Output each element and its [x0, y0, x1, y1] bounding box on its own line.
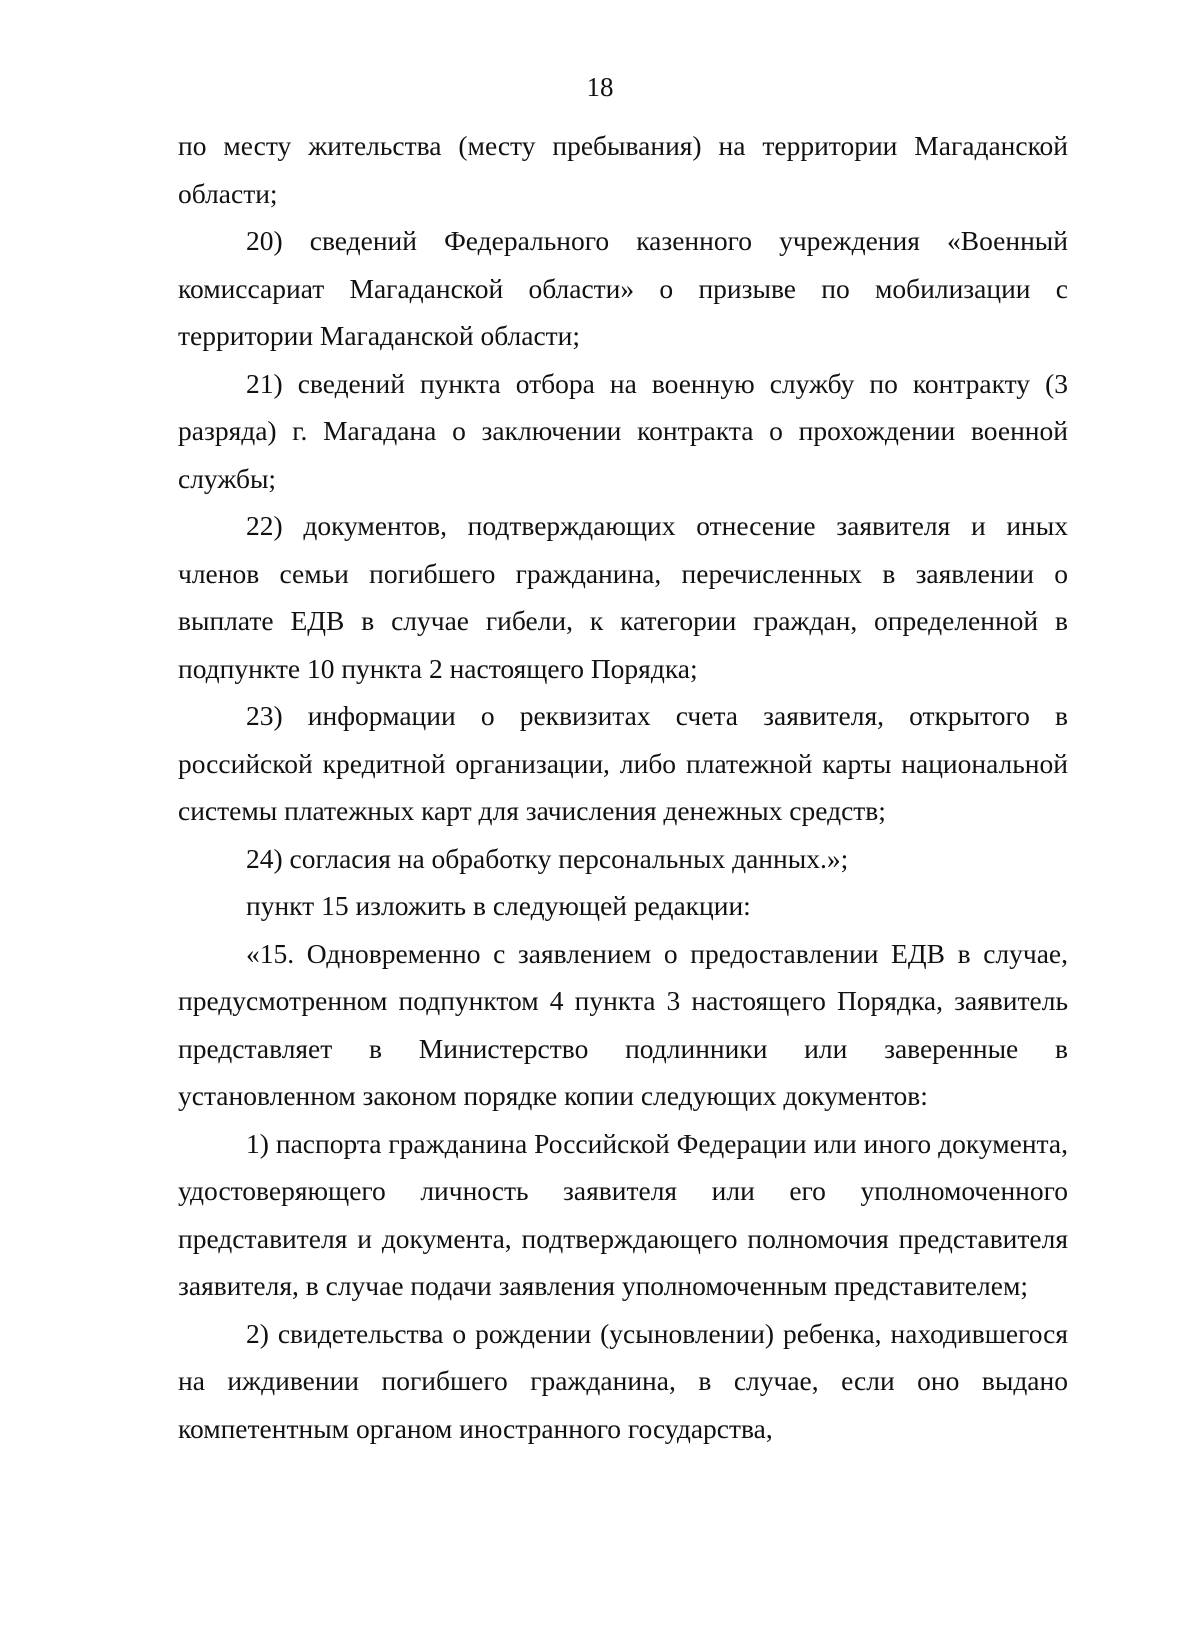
paragraph-clause-15-item-2: 2) свидетельства о рождении (усыновлении) ребенка, находившегося на иждивении погибшего гражданина, в случае, если оно выдано компетентным органом иностранного государства,	[178, 1317, 1068, 1444]
document-body	[178, 122, 1068, 1452]
paragraph-clause-15: «15. Одновременно с заявлением о предоставлении ЕДВ в случае, предусмотренном подпунктом 4 пункта 3 настоящего Порядка, заявитель представляет в Министерство подлинники или заверенные в установленном законом порядке копии следующих документов:	[178, 937, 1068, 1111]
paragraph-item-20: 20) сведений Федерального казенного учреждения «Военный комиссариат Магаданской области» о призыве по мобилизации с территории Магаданской области;	[178, 225, 1068, 351]
paragraph-clause-15-item-1: 1) паспорта гражданина Российской Федерации или иного документа, удостоверяющего личность заявителя или его уполномоченного представителя и документа, подтверждающего полномочия представителя заявителя, в случае подачи заявления уполномоченным представителем;	[178, 1127, 1068, 1301]
paragraph-continuation: по месту жительства (месту пребывания) на территории Магаданской области;	[178, 130, 1068, 209]
paragraph-item-23: 23) информации о реквизитах счета заявителя, открытого в российской кредитной организации, либо платежной карты национальной системы платежных карт для зачисления денежных средств;	[178, 700, 1068, 826]
paragraph-item-24: 24) согласия на обработку персональных данных.»;	[246, 842, 849, 874]
paragraph-item-22: 22) документов, подтверждающих отнесение заявителя и иных членов семьи погибшего гражданина, перечисленных в заявлении о выплате ЕДВ в случае гибели, к категории граждан, определенной в подпункте 10 пункта 2 настоящего Порядка;	[178, 510, 1068, 684]
page-number: 18	[586, 72, 614, 102]
paragraph-item-21: 21) сведений пункта отбора на военную службу по контракту (3 разряда) г. Магадана о заключении контракта о прохождении военной службы;	[178, 367, 1068, 494]
paragraph-amendment-intro: пункт 15 изложить в следующей редакции:	[246, 890, 751, 921]
